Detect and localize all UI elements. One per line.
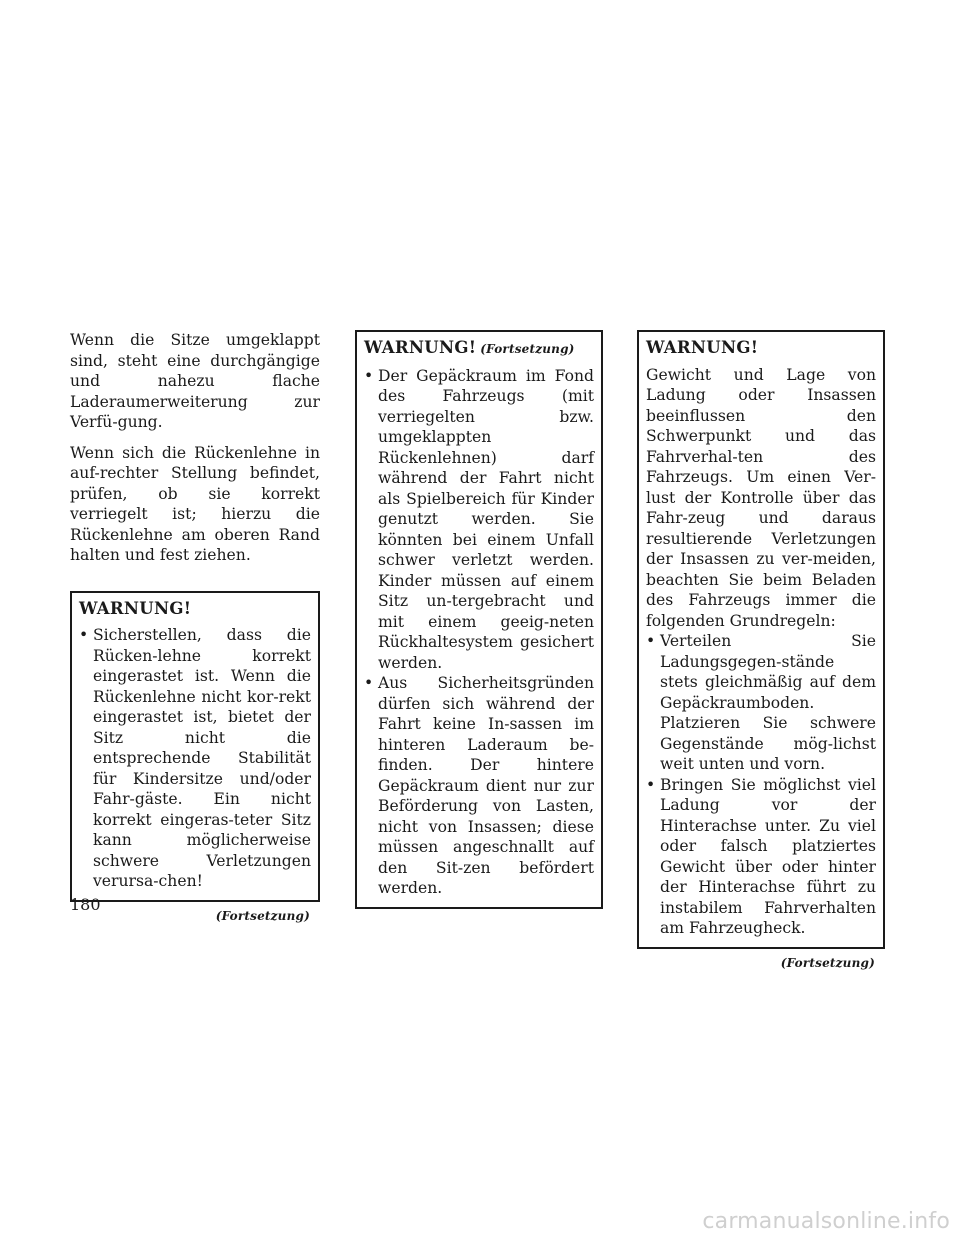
warning-intro: Gewicht und Lage von Ladung oder Insassen beeinflussen den Schwerpunkt und das Fahrverhal-ten des Fahrzeugs. Um einen Ver-lust der Kontrolle über das Fahr-zeug und daraus resultierende Verletzungen der Insassen zu ver-meiden, beachten Sie beim Beladen des Fahrzeugs immer die folgenden Grundregeln:	[646, 365, 876, 630]
watermark: carmanualsonline.info	[702, 1209, 950, 1234]
page-number: 180	[70, 895, 101, 914]
warning-box	[637, 330, 885, 949]
warning-bullet: • Sicherstellen, dass die Rücken-lehne korrekt eingerastet ist. Wenn die Rückenlehne nicht kor-rekt eingerastet ist, bietet der Sitz nicht die entsprechende Stabilität für Kindersitze und/oder Fahr-gäste. Ein nicht korrekt eingeras-teter Sitz kann möglicherweise schwere Verletzungen verursa-chen!	[79, 625, 311, 892]
warning-bullet: • Verteilen Sie Ladungsgegen-stände stets gleichmäßig auf dem Gepäckraumboden. Platzieren Sie schwere Gegenstände mög-lichst weit unten und vorn.	[646, 631, 876, 775]
warning-list	[364, 366, 594, 899]
warning-title	[364, 338, 594, 360]
warning-list	[79, 625, 311, 892]
body-paragraph: Wenn die Sitze umgeklappt sind, steht eine durchgängige und nahezu flache Laderaumerweiterung zur Verfü-gung.	[70, 331, 320, 431]
warning-box	[355, 330, 603, 909]
continued-label: (Fortsetzung)	[215, 908, 310, 923]
warning-bullet: • Der Gepäckraum im Fond des Fahrzeugs (mit verriegelten bzw. umgeklappten Rückenlehnen) darf während der Fahrt nicht als Spielbereich für Kinder genutzt werden. Sie könnten bei einem Unfall schwer verletzt werden. Kinder müssen auf einem Sitz un-tergebracht und mit einem geeig-neten Rückhaltesystem gesichert werden.	[364, 366, 594, 674]
right-column	[637, 330, 885, 973]
warning-box	[70, 591, 320, 902]
warning-continued-label: (Fortsetzung)	[480, 342, 575, 356]
warning-list	[646, 631, 876, 939]
body-paragraph: Wenn sich die Rückenlehne in auf-rechter Stellung befindet, prüfen, ob sie korrekt verriegelt ist; hierzu die Rückenlehne am oberen Rand halten und fest ziehen.	[70, 443, 320, 564]
continued-label: (Fortsetzung)	[780, 955, 875, 970]
middle-column	[355, 330, 603, 909]
warning-bullet: • Bringen Sie möglichst viel Ladung vor der Hinterachse unter. Zu viel oder falsch platziertes Gewicht über oder hinter der Hinterachse führt zu instabilem Fahrverhalten am Fahrzeugheck.	[646, 775, 876, 939]
left-column	[70, 330, 320, 926]
warning-title-text: WARNUNG!	[364, 338, 477, 357]
warning-title: WARNUNG!	[79, 598, 192, 618]
warning-bullet: • Aus Sicherheitsgründen dürfen sich während der Fahrt keine In-sassen im hinteren Laderaum be-finden. Der hintere Gepäckraum dient nur zur Beförderung von Lasten, nicht von Insassen; diese müssen angeschnallt auf den Sit-zen befördert werden.	[364, 673, 594, 899]
warning-title: WARNUNG!	[646, 338, 759, 357]
